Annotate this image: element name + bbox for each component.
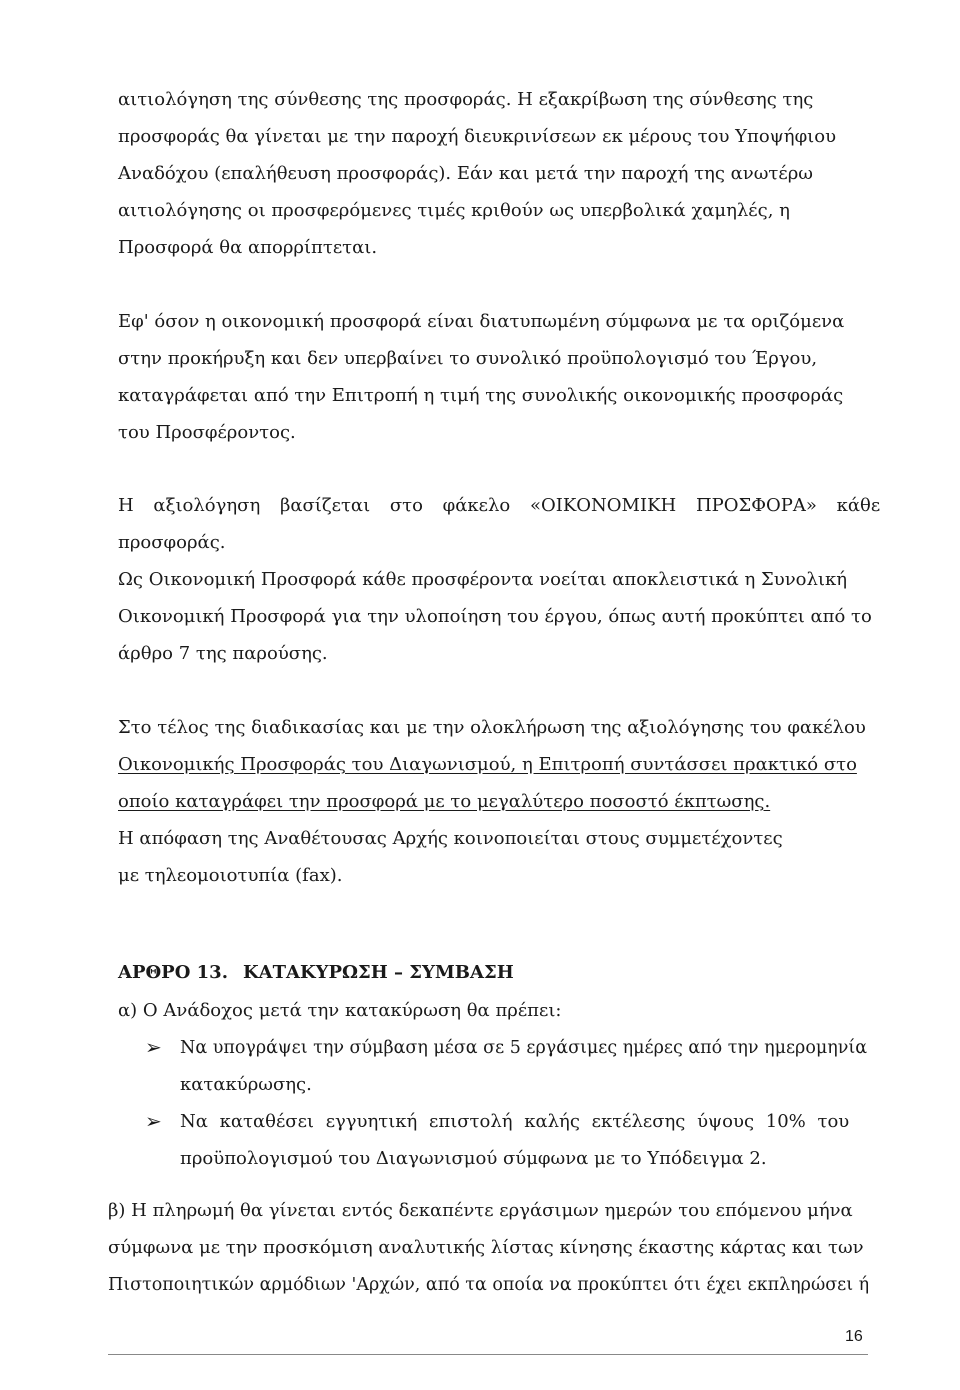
article-number: ΑΡΘΡΟ 13. [118, 962, 228, 983]
p2-line2: στην προκήρυξη και δεν υπερβαίνει το συνολικό προϋπολογισμό του Έργου, [118, 348, 818, 369]
bullet-2-line2: προϋπολογισμού του Διαγωνισμού σύμφωνα με το Υπόδειγμα 2. [180, 1148, 767, 1169]
p5-line4: Η απόφαση της Αναθέτουσας Αρχής κοινοποιείται στους συμμετέχοντες [118, 828, 783, 849]
arrow-bullet-icon: ➢ [145, 1035, 162, 1059]
p4-line2: Οικονομική Προσφορά για την υλοποίηση του έργου, όπως αυτή προκύπτει από το [118, 606, 872, 627]
p2-line1: Εφ' όσον η οικονομική προσφορά είναι διατυπωμένη σύμφωνα με τα οριζόμενα [118, 311, 845, 332]
p1-line1 [118, 87, 866, 113]
p6-line1: β) Η πληρωμή θα γίνεται εντός δεκαπέντε εργάσιμων ημερών του επόμενου μήνα [108, 1200, 853, 1221]
p4-line3: άρθρο 7 της παρούσης. [118, 643, 328, 664]
p6-line2: σύμφωνα με την προσκόμιση αναλυτικής λίστας κίνησης έκαστης κάρτας και των [108, 1237, 864, 1258]
p6-line3: Πιστοποιητικών αρμόδιων 'Αρχών, από τα οποία να προκύπτει ότι έχει εκπληρώσει ή [108, 1275, 870, 1295]
arrow-bullet-icon: ➢ [145, 1109, 162, 1133]
p2-line3: καταγράφεται από την Επιτροπή η τιμή της συνολικής οικονομικής προσφοράς [118, 385, 844, 406]
footer-rule [108, 1354, 868, 1355]
bullet-2-line1: Να καταθέσει εγγυητική επιστολή καλής εκτέλεσης ύψους 10% του [180, 1111, 850, 1132]
p5-line5: με τηλεομοιοτυπία (fax). [118, 865, 343, 886]
p1-line2: προσφοράς θα γίνεται με την παροχή διευκρινίσεων εκ μέρους του Υποψήφιου [118, 126, 837, 147]
p5-line3: οποίο καταγράφει την προσφορά με το μεγαλύτερο ποσοστό έκπτωσης. [118, 791, 771, 812]
p5-line1: Στο τέλος της διαδικασίας και με την ολοκλήρωση της αξιολόγησης του φακέλου [118, 717, 866, 738]
article-title: ΚΑΤΑΚΥΡΩΣΗ – ΣΥΜΒΑΣΗ [243, 962, 514, 983]
p1-line3: Αναδόχου (επαλήθευση προσφοράς). Εάν και μετά την παροχή της ανωτέρω [118, 163, 813, 184]
page-number: 16 [845, 1328, 863, 1345]
p3-line2: προσφοράς. [118, 532, 226, 553]
bullet-1-line1: Να υπογράψει την σύμβαση μέσα σε 5 εργάσιμες ημέρες από την ημερομηνία [180, 1038, 868, 1058]
p4-line1: Ως Οικονομική Προσφορά κάθε προσφέροντα νοείται αποκλειστικά η Συνολική [118, 569, 847, 590]
article-intro: α) Ο Ανάδοχος μετά την κατακύρωση θα πρέπει: [118, 1000, 562, 1021]
p5-line2: Οικονομικής Προσφοράς του Διαγωνισμού, η Επιτροπή συντάσσει πρακτικό στο [118, 754, 857, 775]
p1-line1-text: αιτιολόγηση της σύνθεσης της προσφοράς. Η εξακρίβωση της σύνθεσης της [118, 89, 814, 110]
bullet-1-line2: κατακύρωσης. [180, 1074, 312, 1095]
p2-line4: του Προσφέροντος. [118, 422, 296, 443]
p3-line1: Η αξιολόγηση βασίζεται στο φάκελο «ΟΙΚΟΝΟΜΙΚΗ ΠΡΟΣΦΟΡΑ» κάθε [118, 495, 881, 516]
p1-line5: Προσφορά θα απορρίπτεται. [118, 237, 378, 258]
p1-line4: αιτιολόγησης οι προσφερόμενες τιμές κριθούν ως υπερβολικά χαμηλές, η [118, 200, 790, 221]
